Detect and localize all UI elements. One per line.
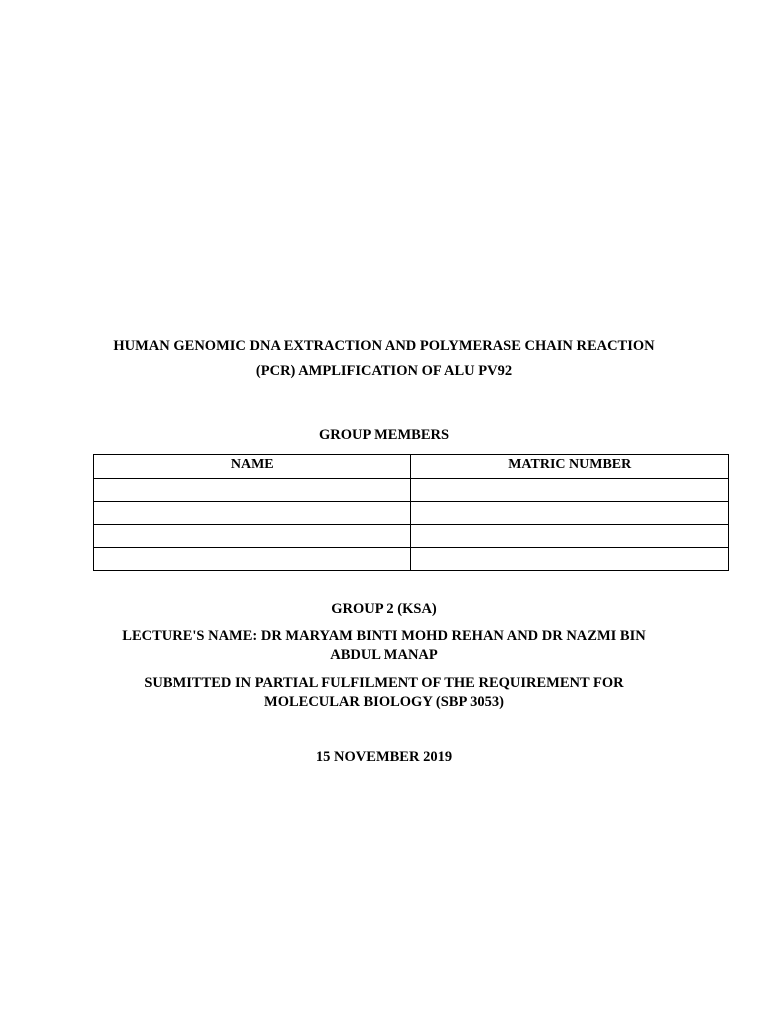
name-column-header: NAME bbox=[94, 455, 411, 479]
member-matric-cell bbox=[411, 548, 729, 571]
table-row bbox=[94, 502, 729, 525]
group-label: GROUP 2 (KSA) bbox=[331, 601, 437, 617]
group-members-table bbox=[93, 454, 729, 571]
member-matric-cell bbox=[411, 502, 729, 525]
matric-number-column-header: MATRIC NUMBER bbox=[411, 455, 729, 479]
member-matric-cell bbox=[411, 525, 729, 548]
member-name-cell bbox=[94, 548, 411, 571]
submission-date: 15 NOVEMBER 2019 bbox=[315, 749, 453, 765]
table-row bbox=[94, 479, 729, 502]
report-title-line-2: (PCR) AMPLIFICATION OF ALU PV92 bbox=[255, 363, 513, 379]
lecturer-name-line-2: ABDUL MANAP bbox=[330, 647, 438, 663]
lecturer-name-line-1: LECTURE'S NAME: DR MARYAM BINTI MOHD REHAN AND DR NAZMI BIN bbox=[122, 628, 646, 644]
table-row bbox=[94, 548, 729, 571]
report-title-line-1: HUMAN GENOMIC DNA EXTRACTION AND POLYMERASE CHAIN REACTION bbox=[113, 338, 655, 354]
table-header-row bbox=[94, 455, 729, 479]
group-members-heading: GROUP MEMBERS bbox=[318, 427, 450, 443]
member-name-cell bbox=[94, 479, 411, 502]
submission-statement-line-2: MOLECULAR BIOLOGY (SBP 3053) bbox=[264, 694, 504, 710]
member-matric-cell bbox=[411, 479, 729, 502]
table-row bbox=[94, 525, 729, 548]
submission-statement-line-1: SUBMITTED IN PARTIAL FULFILMENT OF THE REQUIREMENT FOR bbox=[144, 675, 624, 691]
member-name-cell bbox=[94, 502, 411, 525]
member-name-cell bbox=[94, 525, 411, 548]
